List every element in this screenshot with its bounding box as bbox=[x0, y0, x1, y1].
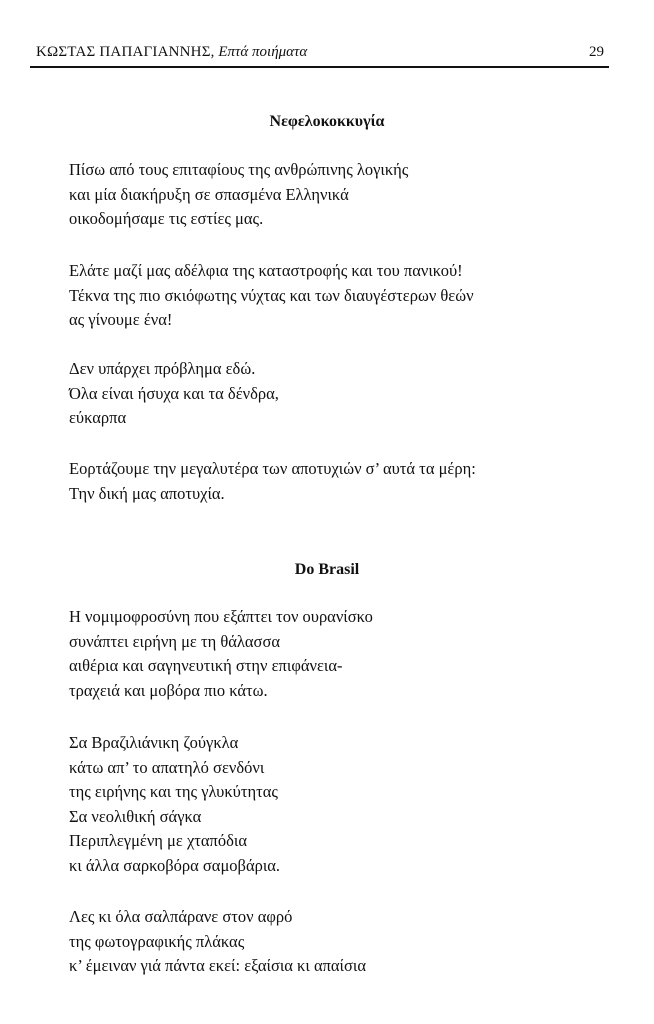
poem-line: Περιπλεγμένη με χταπόδια bbox=[69, 831, 247, 851]
poem-line: της ειρήνης και της γλυκύτητας bbox=[69, 782, 278, 802]
poem-line: Ελάτε μαζί μας αδέλφια της καταστροφής και του πανικού! bbox=[69, 261, 463, 280]
poem-line: Σα νεολιθική σάγκα bbox=[69, 806, 202, 826]
header-author: ΚΩΣΤΑΣ ΠΑΠΑΓΙΑΝΝΗΣ, bbox=[36, 44, 215, 60]
header-rule bbox=[30, 66, 609, 68]
running-header bbox=[36, 44, 604, 66]
poem-line: οικοδομήσαμε τις εστίες μας. bbox=[69, 209, 264, 229]
poem-line: κ’ έμειναν γιά πάντα εκεί: εξαίσια κι απαίσια bbox=[69, 956, 366, 976]
header-book-title: Επτά ποιήματα bbox=[218, 44, 308, 60]
poem-line: και μία διακήρυξη σε σπασμένα Ελληνικά bbox=[69, 184, 349, 204]
poem-title: Νεφελοκοκκυγία bbox=[269, 113, 385, 130]
poem-stanza bbox=[69, 731, 589, 879]
poem-line: κάτω απ’ το απατηλό σενδόνι bbox=[69, 757, 265, 777]
poem-line: Τέκνα της πιο σκιόφωτης νύχτας και των διαυγέστερων θεών bbox=[69, 285, 474, 305]
poem-line: Όλα είναι ήσυχα και τα δένδρα, bbox=[69, 383, 279, 403]
poem-line: εύκαρπα bbox=[69, 408, 127, 428]
poem-line: Λες κι όλα σαλπάρανε στον αφρό bbox=[69, 907, 293, 926]
poem-stanza bbox=[69, 605, 589, 703]
poem-stanza bbox=[69, 259, 589, 333]
poem-line: συνάπτει ειρήνη με τη θάλασσα bbox=[69, 631, 280, 651]
poem-stanza bbox=[69, 905, 589, 979]
poem-stanza bbox=[69, 158, 589, 232]
poem-line: αιθέρια και σαγηνευτική στην επιφάνεια- bbox=[69, 656, 343, 676]
poem-line: τραχειά και μοβόρα πιο κάτω. bbox=[69, 680, 268, 700]
poem-line: ας γίνουμε ένα! bbox=[69, 310, 173, 330]
poem-line: της φωτογραφικής πλάκας bbox=[69, 931, 245, 951]
poem-line: Δεν υπάρχει πρόβλημα εδώ. bbox=[69, 359, 256, 378]
page-number: 29 bbox=[589, 44, 604, 60]
poem-line: Πίσω από τους επιταφίους της ανθρώπινης λογικής bbox=[69, 160, 409, 179]
poem-line: Την δική μας αποτυχία. bbox=[69, 483, 225, 503]
poem-line: Εορτάζουμε την μεγαλυτέρα των αποτυχιών σ’ αυτά τα μέρη: bbox=[69, 459, 476, 478]
poem-line: Σα Βραζιλιάνικη ζούγκλα bbox=[69, 733, 239, 752]
poem-stanza bbox=[69, 357, 589, 431]
poem-title: Do Brasil bbox=[294, 561, 360, 578]
poem-line: κι άλλα σαρκοβόρα σαμοβάρια. bbox=[69, 855, 281, 875]
poem-stanza bbox=[69, 457, 589, 506]
poem-line: Η νομιμοφροσύνη που εξάπτει τον ουρανίσκο bbox=[69, 607, 373, 626]
